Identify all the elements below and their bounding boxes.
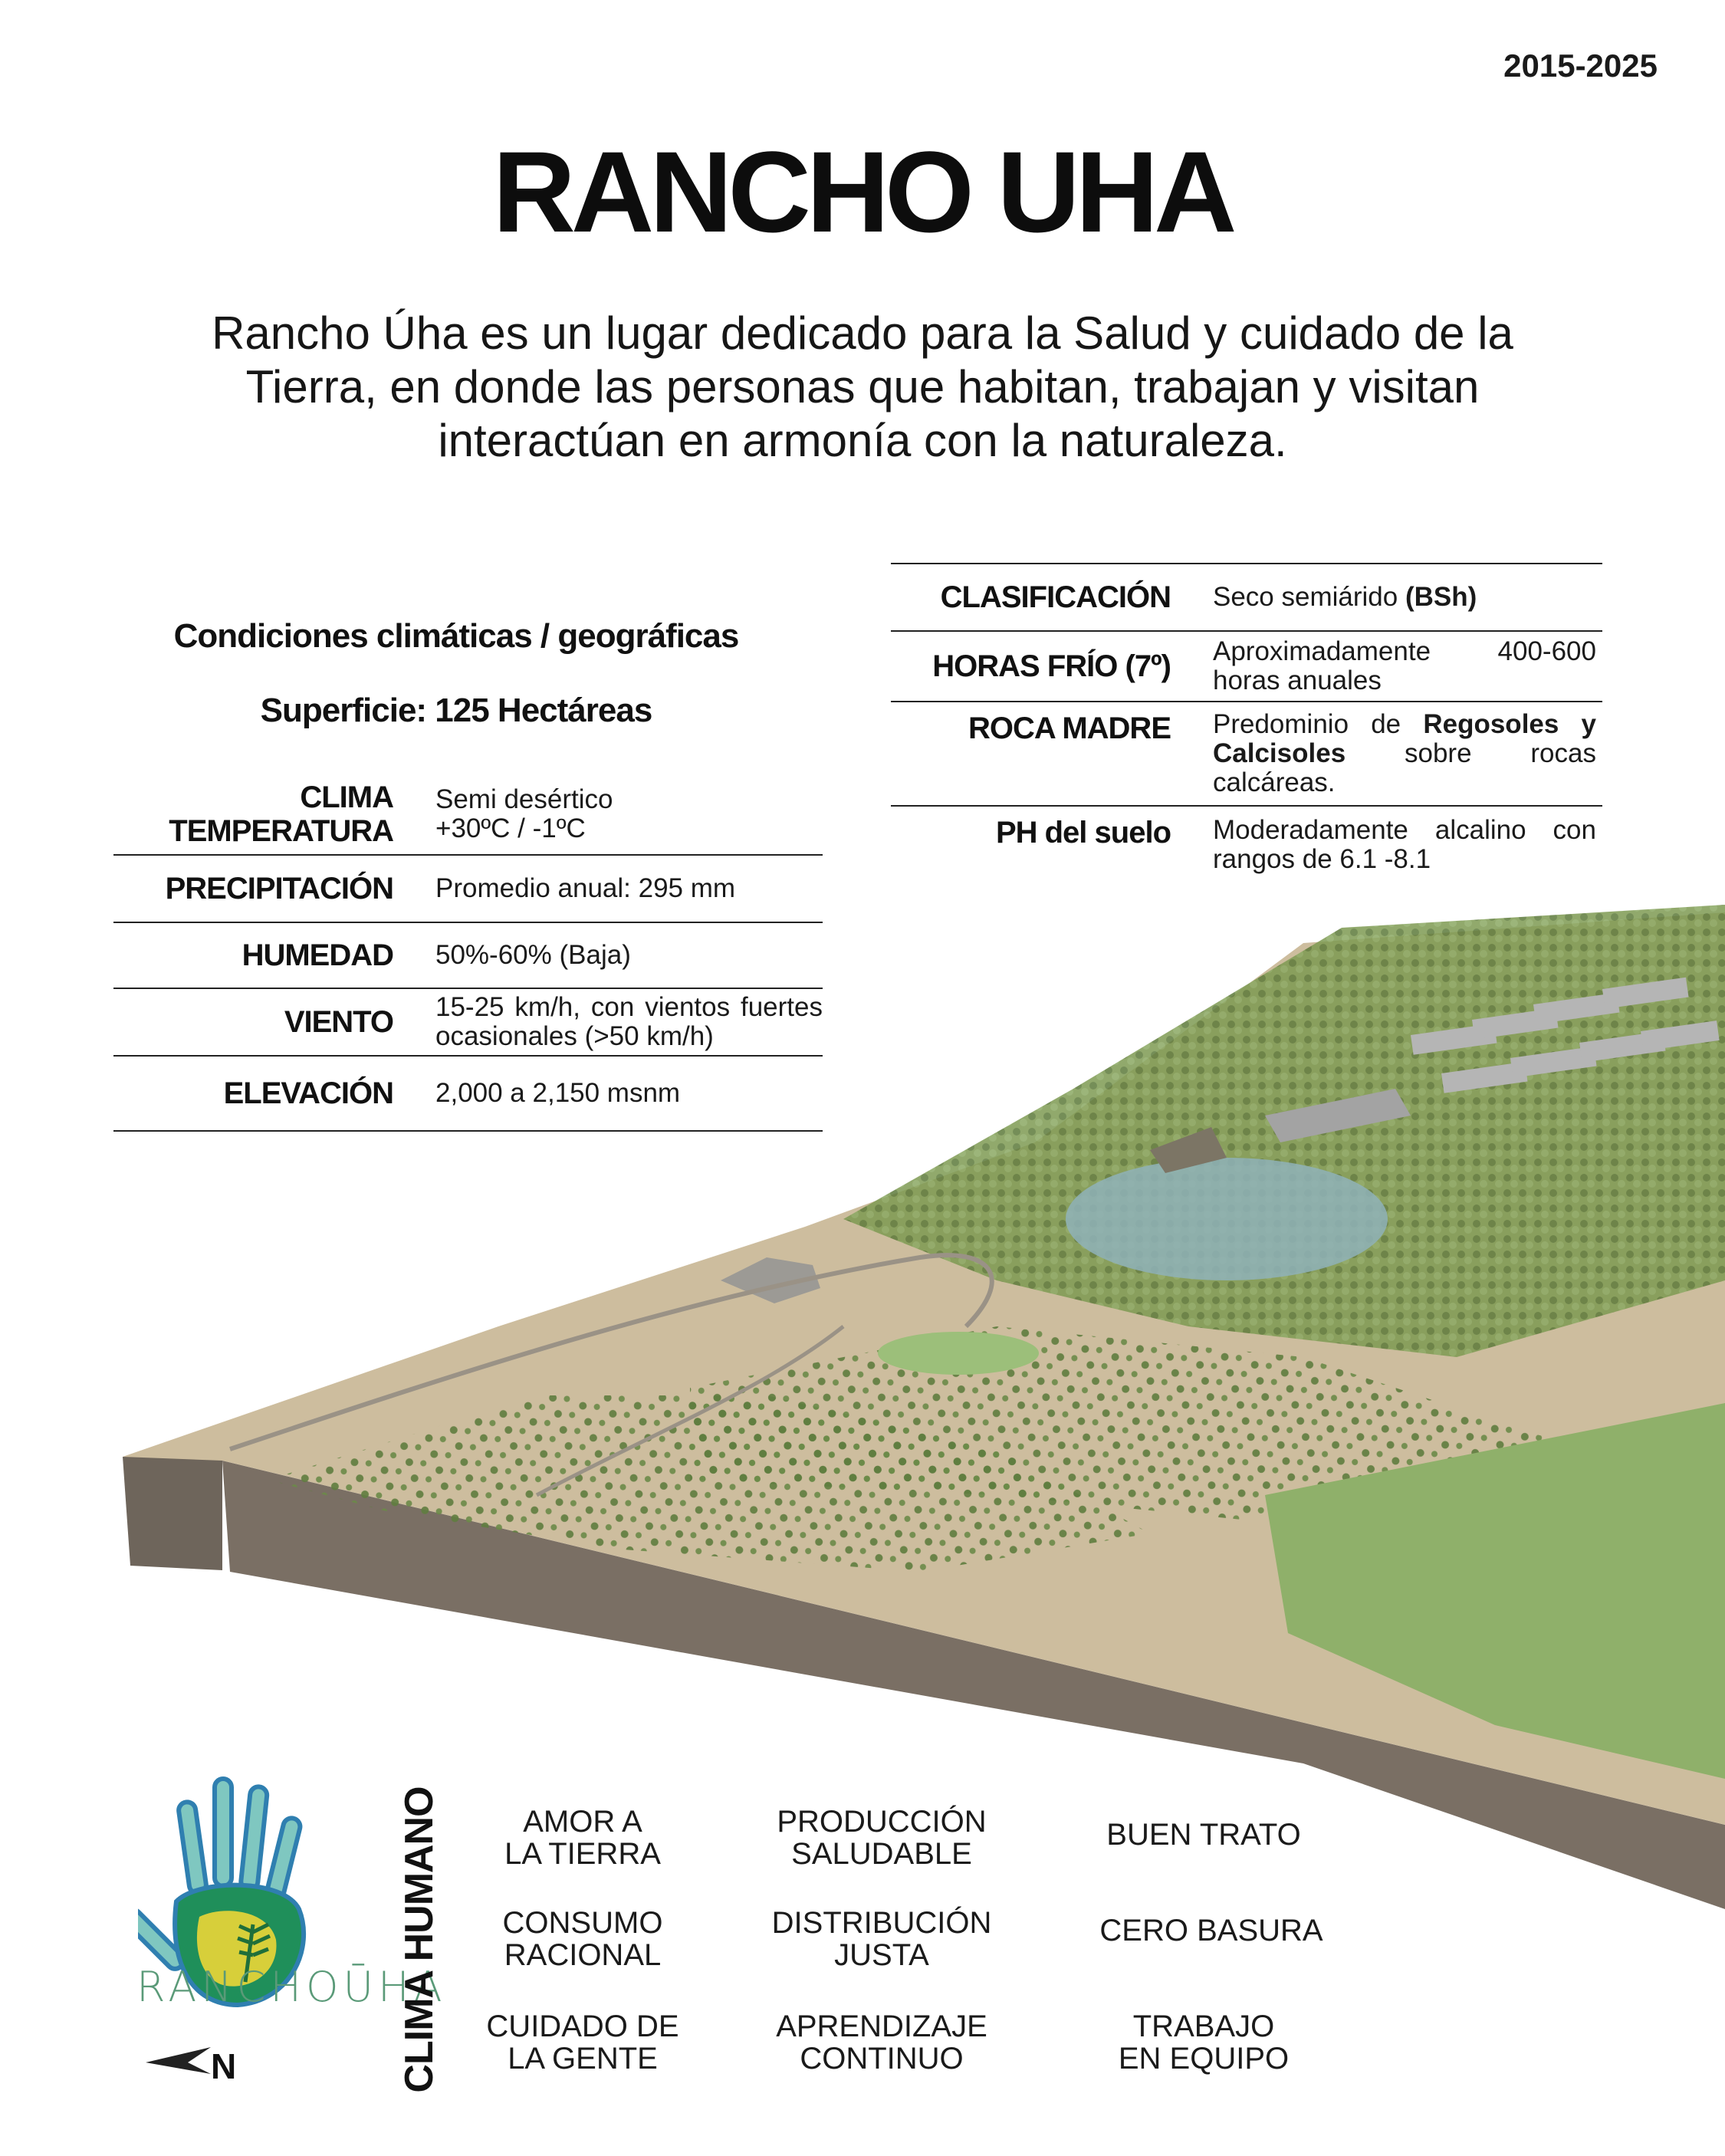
row-label: ELEVACIÓN	[223, 1076, 393, 1110]
table-row	[891, 702, 1602, 807]
row-label: PH del suelo	[995, 816, 1171, 850]
table-row	[891, 632, 1602, 702]
row-label: CLASIFICACIÓN	[940, 580, 1171, 614]
intro-paragraph: Rancho Úha es un lugar dedicado para la Salud y cuidado de la Tierra, en donde las personas que habitan, trabajan y visitan interactúan en armonía con la naturaleza.	[212, 307, 1513, 466]
surface-area: Superficie: 125 Hectáreas	[260, 692, 652, 729]
row-value: Promedio anual: 295 mm	[435, 873, 736, 903]
table-row	[891, 807, 1602, 889]
row-label: ROCA MADRE	[968, 712, 1171, 745]
row-value: Aproximadamente 400-600 horas anuales	[1213, 636, 1596, 695]
north-label: N	[211, 2046, 237, 2086]
row-value: 2,000 a 2,150 msnm	[435, 1078, 681, 1108]
pond-green	[878, 1332, 1039, 1375]
value-item: BUEN TRATO	[1106, 1818, 1301, 1852]
row-label: CLIMA TEMPERATURA	[169, 781, 393, 848]
years-range: 2015-2025	[1503, 48, 1658, 84]
logo-wordmark: RANCHOŪHA	[136, 1963, 447, 2011]
page-title: RANCHO UHA	[492, 127, 1233, 256]
values-heading: CLIMA HUMANO	[397, 1786, 442, 2093]
soil-block-front	[123, 1457, 222, 1570]
value-item: TRABAJO EN EQUIPO	[1118, 2010, 1290, 2075]
value-item: CERO BASURA	[1099, 1914, 1323, 1947]
row-value: 50%-60% (Baja)	[435, 940, 631, 970]
row-label: VIENTO	[284, 1005, 393, 1039]
row-value: Predominio de Regosoles y Calcisoles sobre rocas calcáreas.	[1213, 709, 1596, 797]
value-item: PRODUCCIÓN SALUDABLE	[777, 1805, 987, 1871]
value-item: APRENDIZAJE CONTINUO	[776, 2010, 987, 2075]
water-area	[1066, 1158, 1388, 1280]
value-item: CUIDADO DE LA GENTE	[486, 2010, 679, 2075]
value-item: DISTRIBUCIÓN JUSTA	[771, 1906, 992, 1972]
value-item: AMOR A LA TIERRA	[504, 1805, 661, 1871]
row-value: 15-25 km/h, con vientos fuertes ocasionales (>50 km/h)	[435, 992, 823, 1051]
row-label: PRECIPITACIÓN	[165, 872, 393, 905]
row-label: HUMEDAD	[242, 938, 393, 972]
value-item: CONSUMO RACIONAL	[502, 1906, 663, 1972]
row-value: Seco semiárido (BSh)	[1213, 582, 1477, 612]
row-value: Semi desértico +30ºC / -1ºC	[435, 784, 613, 843]
soil-table	[891, 563, 1602, 889]
conditions-title: Condiciones climáticas / geográficas	[173, 617, 739, 655]
table-row	[891, 564, 1602, 632]
row-value: Moderadamente alcalino con rangos de 6.1 -8.1	[1213, 815, 1596, 874]
table-row	[113, 774, 823, 856]
row-label: HORAS FRÍO (7º)	[932, 649, 1171, 683]
